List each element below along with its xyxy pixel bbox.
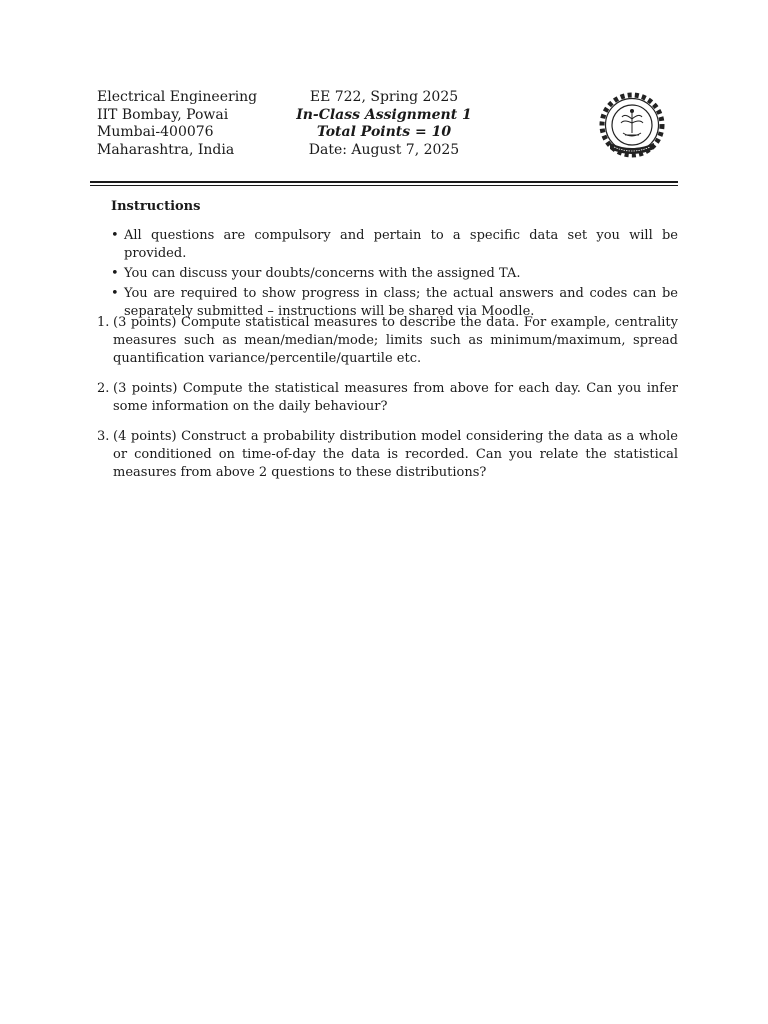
- list-item: [111, 227, 678, 263]
- list-item: [111, 265, 678, 283]
- institute-name: IIT Bombay, Powai: [97, 106, 229, 123]
- assignment-title: In-Class Assignment 1: [296, 106, 472, 123]
- instruction-text: You are required to show progress in class; the actual answers and codes can be separately submitted – instructions will be shared via Moodle.: [124, 286, 678, 319]
- question-number: 2.: [97, 381, 110, 396]
- department-name: Electrical Engineering: [97, 89, 258, 105]
- department-address: [97, 89, 257, 159]
- bullet-icon: •: [111, 286, 119, 301]
- question-number: 1.: [97, 315, 110, 330]
- header-rule-thick: [90, 181, 678, 183]
- question-text: (3 points) Compute the statistical measures from above for each day. Can you infer some information on the daily behaviour?: [113, 381, 678, 414]
- question-number: 3.: [97, 429, 110, 444]
- instruction-text: You can discuss your doubts/concerns with the assigned TA.: [124, 266, 521, 281]
- instructions-section: [111, 198, 678, 323]
- questions-list: [97, 314, 678, 494]
- course-code: EE 722, Spring 2025: [309, 89, 459, 105]
- course-info: [268, 89, 500, 159]
- document-header: [0, 89, 768, 169]
- iit-bombay-emblem-icon: [596, 89, 668, 163]
- header-rule-thin: [90, 185, 678, 186]
- total-points: Total Points = 10: [316, 124, 452, 140]
- instruction-text: All questions are compulsory and pertain to a specific data set you will be provided.: [124, 228, 678, 261]
- question-text: (4 points) Construct a probability distribution model considering the data as a whole or conditioned on time-of-day the data is recorded. Can you relate the statistical measures from above 2 questions to these distributions?: [113, 429, 678, 480]
- bullet-icon: •: [111, 266, 119, 281]
- instructions-title: Instructions: [111, 199, 201, 214]
- question-text: (3 points) Compute statistical measures to describe the data. For example, centrality measures such as mean/median/mode; limits such as minimum/maximum, spread quantification variance/percentile/quartile etc.: [113, 315, 678, 366]
- instructions-list: [111, 227, 678, 321]
- question-item: [97, 428, 678, 482]
- city-postcode: Mumbai-400076: [97, 124, 214, 140]
- bullet-icon: •: [111, 228, 119, 243]
- question-item: [97, 380, 678, 416]
- question-item: [97, 314, 678, 368]
- assignment-date: Date: August 7, 2025: [308, 141, 460, 158]
- state-country: Maharashtra, India: [97, 141, 235, 158]
